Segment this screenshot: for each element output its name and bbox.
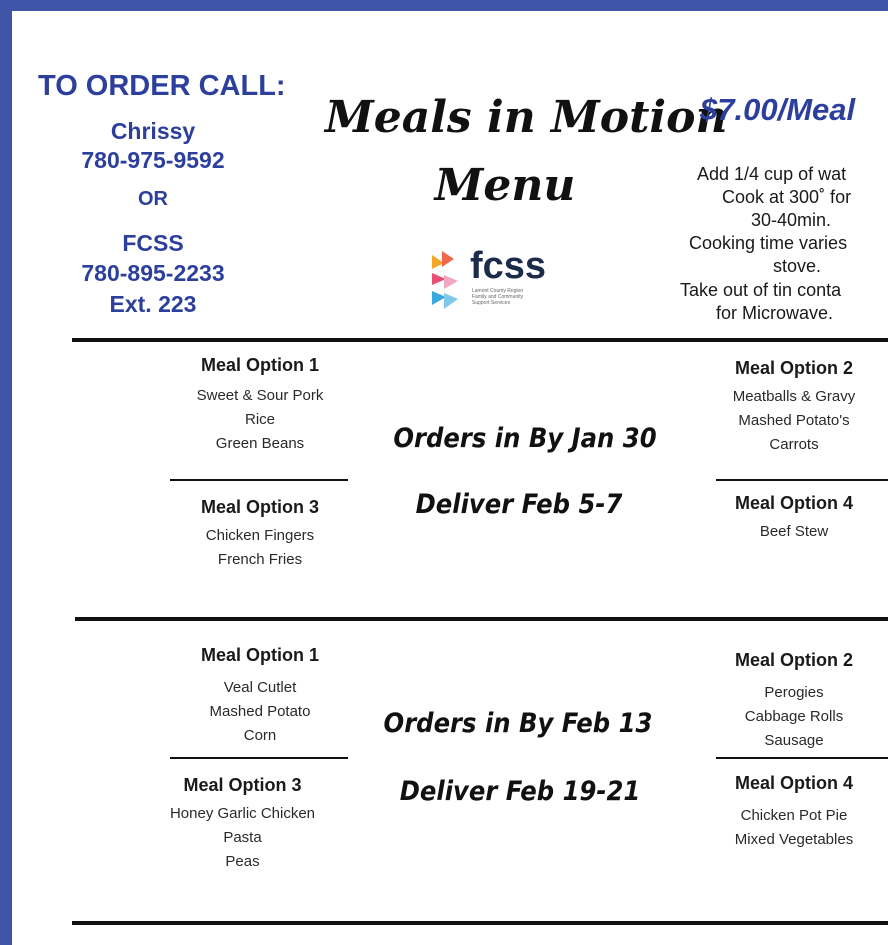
meal-item: Rice xyxy=(244,411,275,428)
meal-option-title: Meal Option 2 xyxy=(734,650,853,670)
delivery-dates: Deliver Feb 19-21 xyxy=(399,776,641,807)
fcss-logo-text: fcss xyxy=(470,245,547,287)
meal-item: Peas xyxy=(225,853,260,870)
or-label: OR xyxy=(138,188,168,210)
meal-item: Beef Stew xyxy=(759,523,829,540)
meal-item: Green Beans xyxy=(215,435,305,452)
meal-option-title: Meal Option 2 xyxy=(734,358,853,378)
instruction-line: Add 1/4 cup of wat xyxy=(697,164,847,184)
meal-item: Pasta xyxy=(223,829,262,846)
contact2-ext: Ext. 223 xyxy=(109,291,197,317)
instruction-line: Cook at 300˚ for xyxy=(722,187,852,207)
meal-item: Veal Cutlet xyxy=(223,679,297,696)
meal-option-block xyxy=(160,497,360,572)
meal-item: Mashed Potato xyxy=(209,703,311,720)
meal-option-block xyxy=(694,493,888,544)
option-divider xyxy=(716,757,888,759)
instruction-line: 30-40min. xyxy=(751,210,832,230)
order-deadline: Orders in By Jan 30 xyxy=(393,423,657,454)
option-divider xyxy=(170,479,348,481)
meal-option-block xyxy=(160,355,360,456)
section-divider xyxy=(75,617,888,621)
meal-item: Carrots xyxy=(769,436,819,453)
contact2-phone: 780-895-2233 xyxy=(81,260,225,286)
meal-item: Perogies xyxy=(764,684,824,701)
meal-option-title: Meal Option 1 xyxy=(200,355,319,375)
meal-option-block xyxy=(140,775,345,874)
meal-item: Mixed Vegetables xyxy=(734,831,854,848)
meal-item: Chicken Pot Pie xyxy=(740,807,848,824)
meal-option-block xyxy=(160,645,360,748)
meal-option-title: Meal Option 4 xyxy=(734,773,853,793)
order-deadline: Orders in By Feb 13 xyxy=(383,708,653,739)
delivery-dates: Deliver Feb 5-7 xyxy=(415,489,623,520)
meal-option-block xyxy=(694,650,888,753)
meal-option-title: Meal Option 3 xyxy=(200,497,319,517)
meal-option-block xyxy=(694,358,888,457)
meal-item: Sweet & Sour Pork xyxy=(196,387,324,404)
contact1-phone: 780-975-9592 xyxy=(81,147,225,173)
menu-title: Meals in Motion xyxy=(325,92,728,143)
section-divider xyxy=(72,921,888,925)
option-divider xyxy=(170,757,348,759)
instruction-line: for Microwave. xyxy=(716,303,834,323)
fcss-logo-subtext: Lamont County Region Family and Community Support Services xyxy=(472,288,524,306)
meal-item: French Fries xyxy=(217,551,303,568)
instruction-line: Take out of tin conta xyxy=(680,280,842,300)
fcss-logo-mark xyxy=(430,245,470,315)
contact1-name: Chrissy xyxy=(110,118,196,144)
section-divider xyxy=(72,338,888,342)
meal-item: Sausage xyxy=(764,732,824,749)
order-call-heading: TO ORDER CALL: xyxy=(38,70,286,102)
meal-item: Mashed Potato's xyxy=(738,412,850,429)
meal-option-title: Meal Option 3 xyxy=(183,775,302,795)
meal-item: Cabbage Rolls xyxy=(744,708,844,725)
meal-item: Corn xyxy=(243,727,277,744)
contact2-name: FCSS xyxy=(122,230,184,256)
price-per-meal: $7.00/Meal xyxy=(700,92,856,127)
fcss-logo xyxy=(430,245,570,315)
instruction-line: Cooking time varies xyxy=(689,233,848,253)
meal-item: Honey Garlic Chicken xyxy=(169,805,316,822)
meal-item: Chicken Fingers xyxy=(205,527,315,544)
meal-option-title: Meal Option 1 xyxy=(200,645,319,665)
meal-option-title: Meal Option 4 xyxy=(734,493,853,513)
menu-subtitle: Menu xyxy=(434,160,576,211)
meal-option-block xyxy=(694,773,888,852)
instruction-line: stove. xyxy=(773,256,822,276)
option-divider xyxy=(716,479,888,481)
meal-item: Meatballs & Gravy xyxy=(732,388,856,405)
